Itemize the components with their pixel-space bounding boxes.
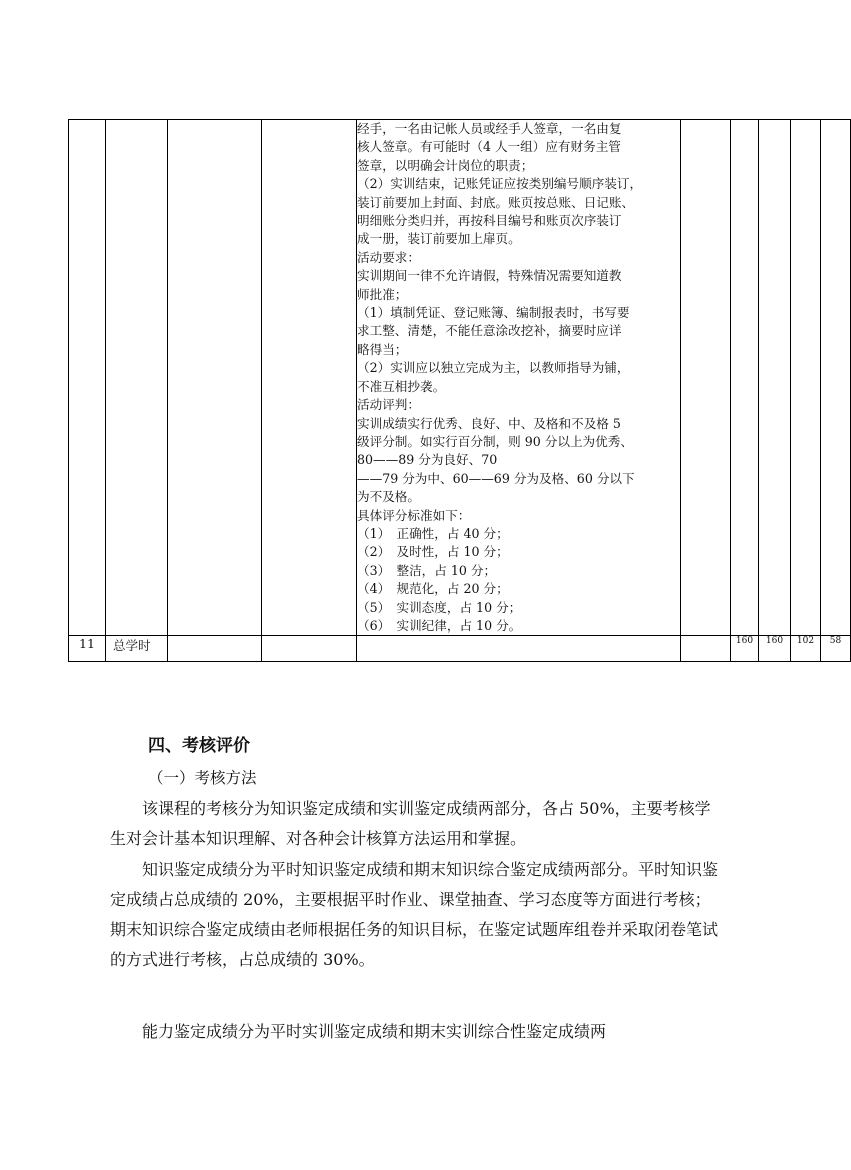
table-cell	[731, 120, 759, 636]
content-line: 装订前要加上封面、封底。账页按总账、日记账、	[357, 194, 635, 210]
table-cell	[759, 120, 791, 636]
row-label: 总学时	[106, 636, 168, 662]
section-heading: 四、考核评价	[148, 736, 250, 756]
content-line: （4） 规范化，占 20 分；	[357, 581, 509, 597]
content-line: 活动评判：	[357, 397, 420, 413]
table-cell	[681, 636, 731, 662]
content-line: 活动要求：	[357, 249, 420, 265]
table-cell	[168, 120, 262, 636]
content-line: 为不及格。	[357, 489, 420, 505]
content-line: 明细账分类归并，再按科目编号和账页次序装订	[357, 213, 622, 229]
table-cell	[168, 636, 262, 662]
content-line: ——79 分为中、60——69 分为及格、60 分以下	[357, 470, 635, 486]
content-line: （2）实训应以独立完成为主，以教师指导为铺，	[357, 360, 630, 376]
content-line: 经手，一名由记帐人员或经手人签章，一名由复	[357, 121, 622, 136]
content-line: （1） 正确性，占 40 分；	[357, 525, 509, 541]
content-line: 80——89 分为良好、70	[357, 452, 498, 468]
content-line: 具体评分标准如下：	[357, 507, 471, 523]
paragraph: 知识鉴定成绩分为平时知识鉴定成绩和期末知识综合鉴定成绩两部分。平时知识鉴定成绩占总成绩的 20%，主要根据平时作业、课堂抽查、学习态度等方面进行考核；期末知识综合鉴定成绩由老师根据任务的知识目标，在鉴定试题库组卷并采取闭卷笔试的方式进行考核，占总成绩的 30%。	[110, 860, 719, 969]
hours-theory: 102	[791, 636, 821, 662]
curriculum-table	[68, 119, 851, 662]
row-number: 11	[69, 636, 106, 662]
content-line: （6） 实训纪律，占 10 分。	[357, 617, 522, 633]
content-line: 师批准；	[357, 286, 408, 302]
content-line: 实训期间一律不允许请假，特殊情况需要知道教	[357, 268, 622, 284]
hours-total-2: 160	[759, 636, 791, 662]
content-line: 签章，以明确会计岗位的职责；	[357, 157, 534, 173]
content-line: （2）实训结束，记账凭证应按类别编号顺序装订，	[357, 176, 643, 192]
section-subheading: （一）考核方法	[148, 769, 257, 787]
table-cell	[69, 120, 106, 636]
content-line: （1）填制凭证、登记账簿、编制报表时，书写要	[357, 305, 630, 321]
table-row	[69, 120, 851, 636]
table-cell	[262, 636, 357, 662]
content-line: （3） 整洁，占 10 分；	[357, 562, 497, 578]
table-cell	[821, 120, 851, 636]
content-line: （5） 实训态度，占 10 分；	[357, 599, 522, 615]
content-line: 不准互相抄袭。	[357, 378, 446, 394]
total-hours-row	[69, 636, 851, 662]
table-cell	[106, 120, 168, 636]
content-line: 实训成绩实行优秀、良好、中、及格和不及格 5	[357, 415, 621, 431]
table-cell	[791, 120, 821, 636]
table-cell	[357, 636, 681, 662]
paragraph: 能力鉴定成绩分为平时实训鉴定成绩和期末实训综合性鉴定成绩两	[142, 1022, 607, 1041]
hours-total: 160	[731, 636, 759, 662]
paragraph: 该课程的考核分为知识鉴定成绩和实训鉴定成绩两部分，各占 50%，主要考核学生对会计基本知识理解、对各种会计核算方法运用和掌握。	[110, 799, 711, 848]
hours-practice: 58	[821, 636, 851, 662]
activity-description-cell	[357, 120, 681, 636]
table-cell	[681, 120, 731, 636]
content-line: 成一册，装订前要加上扉页。	[357, 231, 521, 247]
content-line: 级评分制。如实行百分制，则 90 分以上为优秀、	[357, 433, 633, 449]
content-line: （2） 及时性，占 10 分；	[357, 544, 509, 560]
table-cell	[262, 120, 357, 636]
content-line: 核人签章。有可能时（4 人一组）应有财务主管	[357, 139, 621, 155]
content-line: 求工整、清楚，不能任意涂改挖补，摘要时应详	[357, 323, 622, 339]
content-line: 略得当；	[357, 341, 408, 357]
